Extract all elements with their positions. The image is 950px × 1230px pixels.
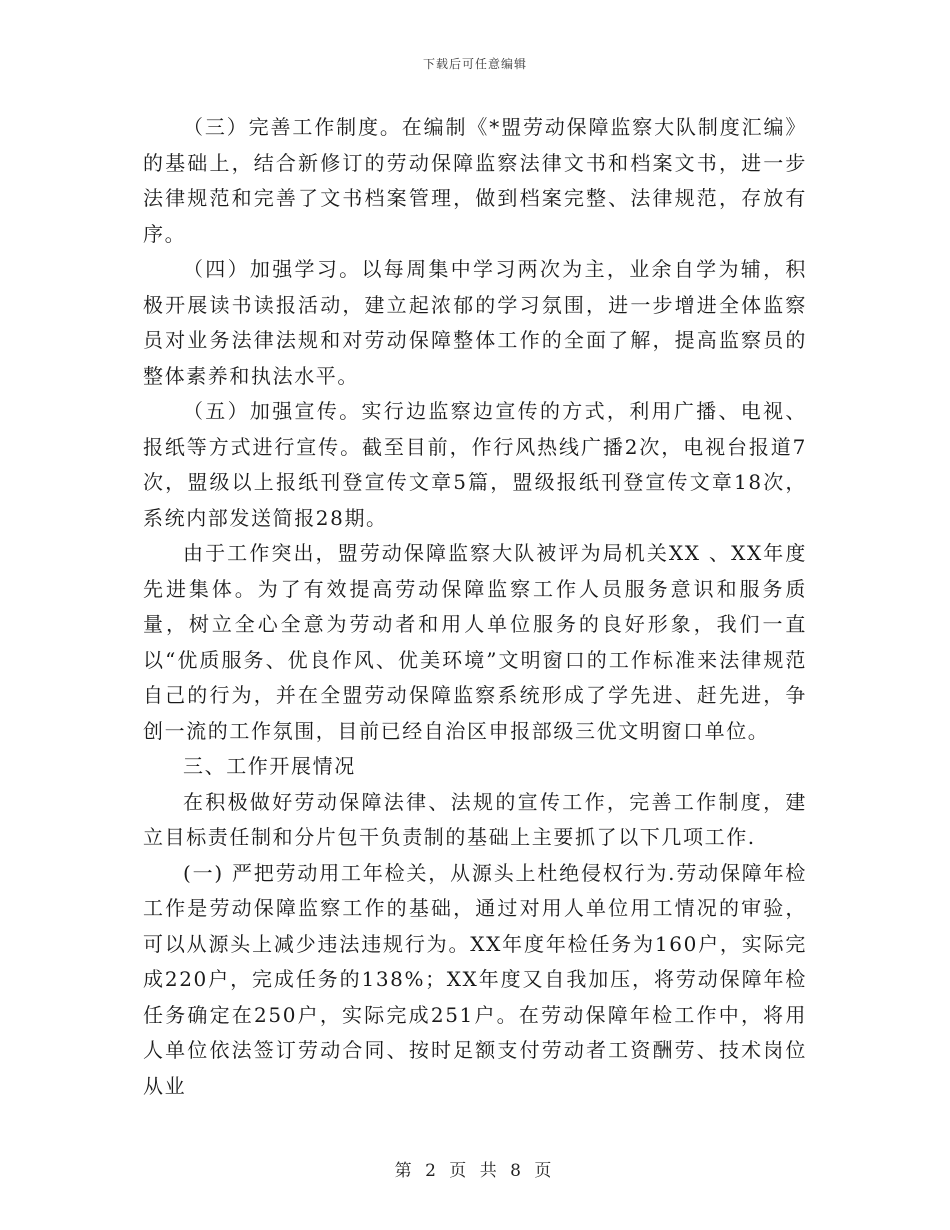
section-heading-work-progress: 三、工作开展情况 [183, 754, 356, 778]
paragraph-annual-inspection: (一) 严把劳动用工年检关，从源头上杜绝侵权行为.劳动保障年检工作是劳动保障监察工作的基础，通过对用人单位用工情况的审验，可以从源头上减少违法违规行为。XX年度年检任务为160户，实际完成220户，完成任务的138%；XX年度又自我加压，将劳动保障年检任务确定在250户，实际完成251户。在劳动保障年检工作中，将用人单位依法签订劳动合同、按时足额支付劳动者工资酬劳、技术岗位从业 [143, 860, 807, 1098]
paragraph-work-overview: 在积极做好劳动保障法律、法规的宣传工作，完善工作制度，建立目标责任制和分片包干负责制的基础上主要抓了以下几项工作. [143, 789, 807, 849]
page-number-footer: 第 2 页 共 8 页 [394, 1161, 556, 1181]
document-body [143, 110, 807, 1104]
paragraph-achievements: 由于工作突出，盟劳动保障监察大队被评为局机关XX 、XX年度先进集体。为了有效提高劳动保障监察工作人员服务意识和服务质量，树立全心全意为劳动者和用人单位服务的良好形象，我们一直以“优质服务、优良作风、优美环境”文明窗口的工作标准来法律规范自己的行为，并在全盟劳动保障监察系统形成了学先进、赶先进，争创一流的工作氛围，目前已经自治区申报部级三优文明窗口单位。 [143, 541, 807, 743]
page-header-note: 下载后可任意编辑 [422, 57, 527, 71]
paragraph-work-system: （三）完善工作制度。在编制《*盟劳动保障监察大队制度汇编》的基础上，结合新修订的劳动保障监察法律文书和档案文书，进一步法律规范和完善了文书档案管理，做到档案完整、法律规范，存放有序。 [143, 115, 807, 246]
paragraph-study: （四）加强学习。以每周集中学习两次为主，业余自学为辅，积极开展读书读报活动，建立起浓郁的学习氛围，进一步增进全体监察员对业务法律法规和对劳动保障整体工作的全面了解，提高监察员的整体素养和执法水平。 [143, 257, 807, 388]
paragraph-publicity: （五）加强宣传。实行边监察边宣传的方式，利用广播、电视、报纸等方式进行宣传。截至目前，作行风热线广播2次，电视台报道7次，盟级以上报纸刊登宣传文章5篇，盟级报纸刊登宣传文章18次，系统内部发送简报28期。 [143, 399, 807, 530]
